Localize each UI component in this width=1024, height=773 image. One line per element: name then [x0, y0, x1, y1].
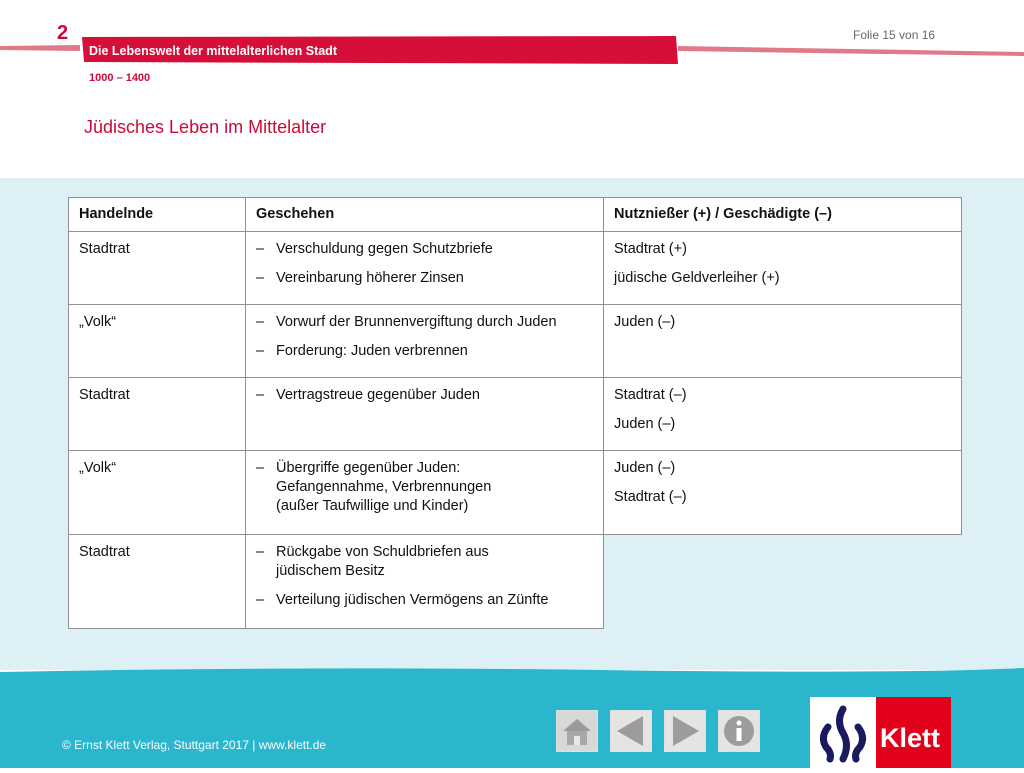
- events-table: [68, 197, 962, 629]
- list-item: – Vereinbarung höherer Zinsen: [256, 270, 464, 286]
- event-text: Verteilung jüdischen Vermögens an Zünfte: [276, 592, 549, 608]
- unit-title: Die Lebenswelt der mittelalterlichen Stadt: [89, 44, 337, 58]
- table-row: [69, 535, 962, 629]
- column-header-events: Geschehen: [246, 198, 604, 232]
- events-cell: [246, 305, 604, 378]
- list-item: – Vorwurf der Brunnenvergiftung durch Juden: [256, 314, 557, 330]
- column-header-effects: Nutznießer (+) / Geschädigte (–): [604, 198, 962, 232]
- prev-button[interactable]: [610, 710, 652, 752]
- effects-cell: [604, 305, 962, 378]
- event-text: Rückgabe von Schuldbriefen aus jüdischem Besitz: [276, 544, 489, 579]
- events-cell: [246, 378, 604, 451]
- slide-title: Jüdisches Leben im Mittelalter: [84, 117, 327, 137]
- actor-cell: „Volk“: [69, 451, 246, 535]
- effect-text: Stadtrat (–): [614, 387, 687, 403]
- list-item: – Übergriffe gegenüber Juden: Gefangennahme, Verbrennungen (außer Taufwillige und Kinder): [256, 460, 492, 514]
- logo-emblem: [810, 697, 876, 768]
- effect-text: jüdische Geldverleiher (+): [614, 270, 780, 286]
- event-text: Forderung: Juden verbrennen: [276, 343, 468, 359]
- triangle-left-icon: [611, 711, 651, 751]
- actor-cell: Stadtrat: [69, 378, 246, 451]
- effect-text: Juden (–): [614, 460, 676, 476]
- list-item: – Vertragstreue gegenüber Juden: [256, 387, 480, 403]
- home-button[interactable]: [556, 710, 598, 752]
- empty-cell: [604, 535, 962, 629]
- copyright-text: © Ernst Klett Verlag, Stuttgart 2017 | www.klett.de: [62, 738, 327, 752]
- logo-wordmark: Klett: [880, 723, 940, 753]
- next-button[interactable]: [664, 710, 706, 752]
- table-row: [69, 378, 962, 451]
- list-item: – Rückgabe von Schuldbriefen aus jüdischem Besitz: [256, 544, 489, 579]
- table-row: [69, 305, 962, 378]
- actor-cell: Stadtrat: [69, 232, 246, 305]
- event-text: Vorwurf der Brunnenvergiftung durch Juden: [276, 314, 557, 330]
- events-cell: [246, 451, 604, 535]
- effects-cell: [604, 451, 962, 535]
- effect-text: Stadtrat (+): [614, 241, 687, 257]
- column-header-actor: Handelnde: [69, 198, 246, 232]
- slide-counter: Folie 15 von 16: [853, 28, 936, 42]
- info-icon: [719, 711, 759, 751]
- list-item: – Verschuldung gegen Schutzbriefe: [256, 241, 493, 257]
- chapter-number: 2: [57, 22, 69, 44]
- effect-text: Juden (–): [614, 416, 676, 432]
- effects-cell: [604, 378, 962, 451]
- events-cell: [246, 232, 604, 305]
- triangle-right-icon: [665, 711, 705, 751]
- actor-cell: Stadtrat: [69, 535, 246, 629]
- table-row: [69, 232, 962, 305]
- klett-logo: [810, 697, 951, 768]
- events-cell: [246, 535, 604, 629]
- period-label: 1000 – 1400: [89, 72, 151, 84]
- actor-cell: „Volk“: [69, 305, 246, 378]
- event-text: Vereinbarung höherer Zinsen: [276, 270, 464, 286]
- klett-emblem-icon: [810, 697, 876, 768]
- effect-text: Juden (–): [614, 314, 676, 330]
- home-icon: [557, 711, 597, 751]
- list-item: – Verteilung jüdischen Vermögens an Zünfte: [256, 592, 549, 608]
- table-row: [69, 451, 962, 535]
- effects-cell: [604, 232, 962, 305]
- info-button[interactable]: [718, 710, 760, 752]
- effect-text: Stadtrat (–): [614, 489, 687, 505]
- event-text: Vertragstreue gegenüber Juden: [276, 387, 480, 403]
- table-header-row: [69, 198, 962, 232]
- list-item: – Forderung: Juden verbrennen: [256, 343, 468, 359]
- event-text: Verschuldung gegen Schutzbriefe: [276, 241, 493, 257]
- event-text: Übergriffe gegenüber Juden: Gefangennahme, Verbrennungen (außer Taufwillige und Kinder): [276, 460, 492, 514]
